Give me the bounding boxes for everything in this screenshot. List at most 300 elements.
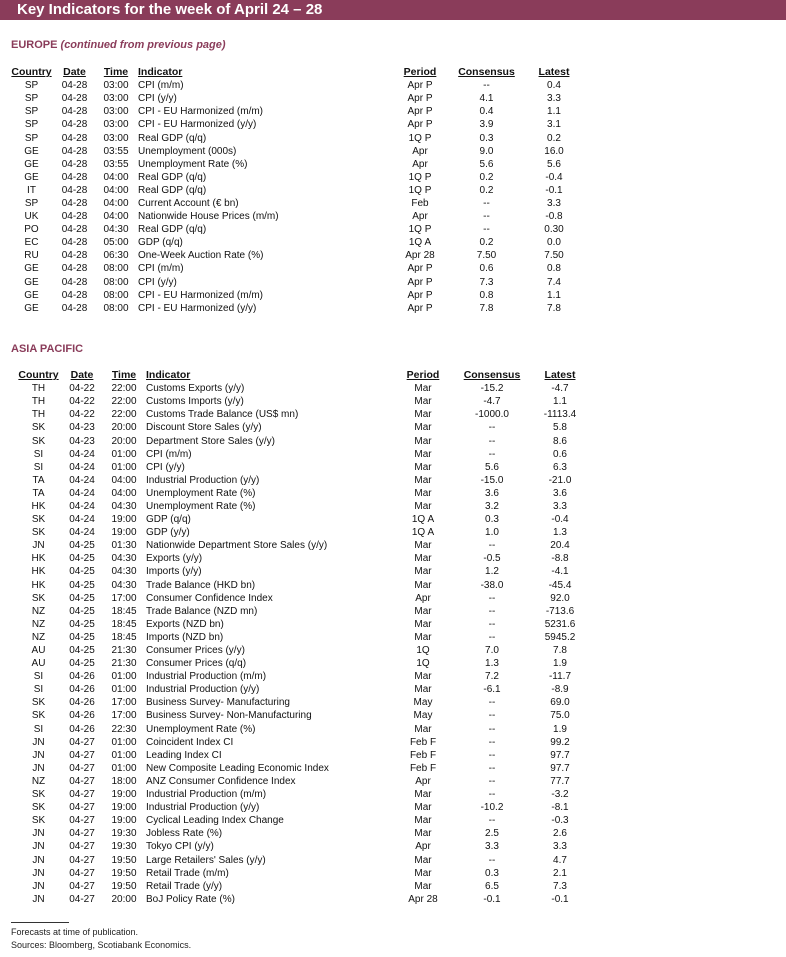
table-cell: 04-28 <box>61 145 88 157</box>
table-cell: 04:00 <box>103 184 129 196</box>
table-cell: -- <box>483 80 490 92</box>
table-row <box>10 105 585 118</box>
table-cell: TH <box>31 409 46 421</box>
table-row <box>17 736 592 749</box>
table-cell: GE <box>24 171 39 183</box>
table-cell: Apr P <box>407 106 433 118</box>
table-cell: HK <box>31 500 46 512</box>
table-cell: 08:00 <box>103 302 129 314</box>
table-cell: -1000.0 <box>475 409 509 421</box>
table-cell: 5945.2 <box>544 631 576 643</box>
table-cell: 3.6 <box>553 487 567 499</box>
table-cell: 5231.6 <box>544 618 576 630</box>
table-cell: 0.3 <box>485 867 499 879</box>
table-cell: SK <box>31 514 46 526</box>
table-cell: 17:00 <box>111 592 137 604</box>
table-cell: JN <box>32 762 45 774</box>
table-cell: JN <box>32 828 45 840</box>
table-cell: 1.1 <box>547 289 561 301</box>
table-cell: Department Store Sales (y/y) <box>146 435 275 447</box>
table-row <box>17 670 592 683</box>
table-row <box>10 276 585 289</box>
table-cell: 04-28 <box>61 197 88 209</box>
column-header: Time <box>111 369 137 382</box>
table-cell: CPI (y/y) <box>138 93 177 105</box>
column-header: Period <box>403 66 437 79</box>
table-cell: 01:00 <box>111 736 137 748</box>
table-cell: 99.2 <box>550 736 570 748</box>
table-row <box>10 236 585 249</box>
table-row <box>17 840 592 853</box>
table-cell: JN <box>32 540 45 552</box>
table-row <box>17 461 592 474</box>
table-cell: 0.4 <box>547 80 561 92</box>
table-cell: 7.8 <box>479 302 494 314</box>
table-cell: 3.1 <box>547 119 561 131</box>
table-row <box>17 762 592 775</box>
table-row <box>17 421 592 434</box>
table-cell: 03:00 <box>103 93 129 105</box>
table-row <box>10 197 585 210</box>
table-cell: May <box>413 697 433 709</box>
table-cell: SK <box>31 789 46 801</box>
europe-section-title <box>11 39 226 51</box>
table-cell: -- <box>488 723 496 735</box>
table-cell: 04-24 <box>69 514 95 526</box>
table-cell: -0.8 <box>545 211 563 223</box>
table-cell: 04:30 <box>111 579 137 591</box>
table-row <box>17 513 592 526</box>
table-cell: 04-22 <box>69 383 95 395</box>
table-cell: SP <box>24 132 39 144</box>
table-cell: 01:00 <box>111 684 137 696</box>
table-cell: GE <box>24 263 39 275</box>
table-cell: 04-27 <box>69 775 95 787</box>
table-cell: 01:00 <box>111 749 137 761</box>
table-cell: 04-24 <box>69 527 95 539</box>
column-header: Country <box>11 66 52 79</box>
table-row <box>17 867 592 880</box>
table-cell: 19:30 <box>111 828 137 840</box>
table-cell: 04-24 <box>69 500 95 512</box>
table-cell: Real GDP (q/q) <box>138 184 207 196</box>
europe-table-header <box>10 66 585 79</box>
table-cell: 3.2 <box>485 500 499 512</box>
table-cell: Apr P <box>407 119 433 131</box>
table-cell: SK <box>31 697 46 709</box>
table-cell: 0.30 <box>544 224 564 236</box>
table-cell: Apr 28 <box>408 893 438 905</box>
table-cell: Imports (y/y) <box>146 566 202 578</box>
table-cell: Industrial Production (y/y) <box>146 684 260 696</box>
table-cell: 04-25 <box>69 592 95 604</box>
table-cell: 1Q P <box>408 184 432 196</box>
table-cell: AU <box>31 658 46 670</box>
table-cell: -0.1 <box>551 893 569 905</box>
table-cell: 01:30 <box>111 540 137 552</box>
table-cell: Mar <box>414 579 432 591</box>
table-cell: 04-27 <box>69 893 95 905</box>
table-cell: One-Week Auction Rate (%) <box>138 250 264 262</box>
table-cell: JN <box>32 867 45 879</box>
table-cell: 04-27 <box>69 802 95 814</box>
table-cell: Imports (NZD bn) <box>146 631 224 643</box>
table-cell: 18:00 <box>111 775 137 787</box>
table-row <box>17 631 592 644</box>
table-cell: Industrial Production (y/y) <box>146 474 260 486</box>
asia-section-title <box>11 343 83 355</box>
table-cell: TH <box>31 383 46 395</box>
table-cell: 0.6 <box>479 263 494 275</box>
table-cell: -- <box>488 789 496 801</box>
table-cell: 20.4 <box>550 540 570 552</box>
table-cell: 18:45 <box>111 631 137 643</box>
header-banner <box>0 0 786 20</box>
table-cell: 04-27 <box>69 789 95 801</box>
table-row <box>17 592 592 605</box>
table-cell: 0.4 <box>479 106 494 118</box>
table-cell: PO <box>24 224 39 236</box>
table-cell: CPI - EU Harmonized (y/y) <box>138 119 257 131</box>
table-cell: NZ <box>31 775 46 787</box>
table-cell: SI <box>33 461 44 473</box>
table-cell: Current Account (€ bn) <box>138 197 239 209</box>
table-cell: 2.5 <box>485 828 499 840</box>
column-header: Consensus <box>463 369 521 382</box>
table-cell: Customs Trade Balance (US$ mn) <box>146 409 299 421</box>
table-row <box>17 749 592 762</box>
table-cell: Retail Trade (y/y) <box>146 880 223 892</box>
table-cell: -21.0 <box>548 474 572 486</box>
table-cell: 04-28 <box>61 302 88 314</box>
table-cell: -- <box>483 211 490 223</box>
table-cell: Mar <box>414 553 432 565</box>
table-cell: Mar <box>414 461 432 473</box>
table-cell: 04:30 <box>111 500 137 512</box>
table-cell: 04:00 <box>103 211 129 223</box>
table-cell: Apr P <box>407 93 433 105</box>
table-row <box>17 853 592 866</box>
table-cell: 18:45 <box>111 618 137 630</box>
europe-subtitle: (continued from previous page) <box>60 39 226 51</box>
table-cell: 3.3 <box>553 500 567 512</box>
table-cell: 04-28 <box>61 80 88 92</box>
table-cell: Feb F <box>409 749 437 761</box>
table-cell: CPI - EU Harmonized (m/m) <box>138 289 264 301</box>
table-cell: -3.2 <box>551 789 569 801</box>
table-cell: Mar <box>414 880 432 892</box>
table-row <box>10 158 585 171</box>
table-cell: 03:00 <box>103 106 129 118</box>
table-cell: SK <box>31 710 46 722</box>
asia-table <box>17 369 592 906</box>
table-cell: -15.2 <box>480 383 504 395</box>
table-cell: 19:30 <box>111 841 137 853</box>
table-cell: CPI (m/m) <box>138 80 184 92</box>
table-cell: -713.6 <box>545 605 575 617</box>
table-row <box>10 145 585 158</box>
table-cell: 04:30 <box>111 566 137 578</box>
table-cell: -8.9 <box>551 684 569 696</box>
table-cell: 7.8 <box>547 302 561 314</box>
table-cell: 7.0 <box>485 645 499 657</box>
table-cell: 08:00 <box>103 263 129 275</box>
table-cell: -- <box>488 815 496 827</box>
table-cell: Mar <box>414 618 432 630</box>
table-cell: 04:00 <box>103 171 129 183</box>
table-cell: Leading Index CI <box>146 749 222 761</box>
table-cell: Apr <box>412 158 428 170</box>
table-row <box>10 249 585 262</box>
table-cell: GE <box>24 289 39 301</box>
table-cell: 1.9 <box>553 723 567 735</box>
table-cell: -- <box>488 592 496 604</box>
table-cell: 1.1 <box>553 396 567 408</box>
table-cell: 04-27 <box>69 749 95 761</box>
table-cell: SP <box>24 80 39 92</box>
table-cell: 04-25 <box>69 540 95 552</box>
table-cell: Apr P <box>407 302 433 314</box>
table-cell: 03:00 <box>103 132 129 144</box>
table-cell: SK <box>31 435 46 447</box>
table-cell: 05:00 <box>103 237 129 249</box>
table-cell: 08:00 <box>103 276 129 288</box>
table-cell: 03:00 <box>103 119 129 131</box>
column-header: Consensus <box>458 66 515 79</box>
table-cell: 0.0 <box>547 237 561 249</box>
table-cell: Unemployment (000s) <box>138 145 237 157</box>
table-row <box>10 262 585 275</box>
table-cell: Exports (NZD bn) <box>146 618 224 630</box>
europe-table <box>10 66 585 315</box>
table-cell: GDP (y/y) <box>146 527 190 539</box>
table-cell: -0.5 <box>483 553 501 565</box>
column-header: Latest <box>544 369 576 382</box>
table-cell: 04-27 <box>69 854 95 866</box>
table-cell: 0.6 <box>553 448 567 460</box>
table-cell: NZ <box>31 618 46 630</box>
table-cell: IT <box>27 184 36 196</box>
table-cell: GE <box>24 145 39 157</box>
table-cell: BoJ Policy Rate (%) <box>146 893 235 905</box>
table-cell: 01:00 <box>111 448 137 460</box>
table-cell: HK <box>31 566 46 578</box>
table-cell: Industrial Production (m/m) <box>146 789 267 801</box>
table-cell: 04-25 <box>69 579 95 591</box>
table-cell: JN <box>32 893 45 905</box>
table-cell: Trade Balance (NZD mn) <box>146 605 258 617</box>
table-cell: 19:50 <box>111 854 137 866</box>
table-cell: May <box>413 710 433 722</box>
table-cell: Feb <box>411 197 429 209</box>
table-cell: 04-28 <box>61 224 88 236</box>
table-cell: Nationwide Department Store Sales (y/y) <box>146 540 328 552</box>
table-cell: SI <box>33 723 44 735</box>
table-cell: Mar <box>414 631 432 643</box>
table-cell: 04-27 <box>69 828 95 840</box>
table-cell: SI <box>33 448 44 460</box>
table-cell: -0.3 <box>551 815 569 827</box>
table-cell: CPI - EU Harmonized (m/m) <box>138 106 264 118</box>
table-cell: 04-28 <box>61 263 88 275</box>
table-cell: 04-27 <box>69 762 95 774</box>
table-cell: Real GDP (q/q) <box>138 224 207 236</box>
column-header: Time <box>103 66 129 79</box>
table-cell: Retail Trade (m/m) <box>146 867 229 879</box>
table-cell: 5.8 <box>553 422 567 434</box>
table-cell: 17:00 <box>111 697 137 709</box>
table-row <box>17 657 592 670</box>
table-cell: 2.1 <box>553 867 567 879</box>
table-cell: 04-25 <box>69 631 95 643</box>
table-cell: NZ <box>31 605 46 617</box>
table-cell: 1Q A <box>411 527 435 539</box>
table-cell: -- <box>488 762 496 774</box>
table-cell: 04-23 <box>69 435 95 447</box>
table-cell: Apr P <box>407 289 433 301</box>
table-cell: -- <box>483 224 490 236</box>
column-header: Country <box>18 369 59 382</box>
table-cell: CPI (y/y) <box>138 276 177 288</box>
table-cell: 04-28 <box>61 171 88 183</box>
table-row <box>10 92 585 105</box>
table-cell: 4.7 <box>553 854 567 866</box>
table-cell: 1Q A <box>411 514 435 526</box>
table-cell: Apr <box>412 211 428 223</box>
table-row <box>17 880 592 893</box>
table-row <box>17 827 592 840</box>
table-cell: Real GDP (q/q) <box>138 132 207 144</box>
table-cell: 04-28 <box>61 250 88 262</box>
table-cell: SK <box>31 527 46 539</box>
table-cell: 04:30 <box>103 224 129 236</box>
table-cell: SP <box>24 197 39 209</box>
table-cell: Mar <box>414 854 432 866</box>
table-cell: 16.0 <box>544 145 564 157</box>
table-cell: 69.0 <box>550 697 570 709</box>
table-cell: GE <box>24 158 39 170</box>
table-row <box>10 210 585 223</box>
table-cell: 04-28 <box>61 276 88 288</box>
table-cell: 21:30 <box>111 645 137 657</box>
table-row <box>17 434 592 447</box>
table-cell: Mar <box>414 815 432 827</box>
table-cell: Feb F <box>409 762 437 774</box>
asia-table-header <box>17 369 592 382</box>
table-cell: Apr <box>415 592 431 604</box>
table-cell: 3.3 <box>485 841 499 853</box>
table-cell: Mar <box>414 671 432 683</box>
table-cell: 1Q P <box>408 171 432 183</box>
column-header: Period <box>406 369 440 382</box>
table-row <box>17 539 592 552</box>
table-cell: -0.4 <box>551 514 569 526</box>
table-cell: 01:00 <box>111 671 137 683</box>
table-cell: SK <box>31 422 46 434</box>
table-cell: 04-27 <box>69 815 95 827</box>
column-header: Date <box>63 66 86 79</box>
table-cell: 04-25 <box>69 605 95 617</box>
table-cell: Consumer Confidence Index <box>146 592 273 604</box>
table-cell: 06:30 <box>103 250 129 262</box>
table-cell: 19:50 <box>111 867 137 879</box>
table-cell: Customs Imports (y/y) <box>146 396 244 408</box>
table-cell: Cyclical Leading Index Change <box>146 815 284 827</box>
table-cell: Mar <box>414 605 432 617</box>
table-cell: 4.1 <box>479 93 494 105</box>
table-cell: 0.3 <box>479 132 494 144</box>
table-cell: TA <box>32 474 45 486</box>
table-cell: Mar <box>414 448 432 460</box>
table-cell: 04-25 <box>69 618 95 630</box>
table-cell: Apr <box>415 841 431 853</box>
table-cell: 17:00 <box>111 710 137 722</box>
table-cell: -4.1 <box>551 566 569 578</box>
table-cell: 04-24 <box>69 461 95 473</box>
table-cell: 21:30 <box>111 658 137 670</box>
table-cell: 1.3 <box>485 658 499 670</box>
table-cell: Business Survey- Non-Manufacturing <box>146 710 312 722</box>
table-row <box>17 801 592 814</box>
table-cell: 22:00 <box>111 396 137 408</box>
table-cell: 04-24 <box>69 474 95 486</box>
table-cell: 0.3 <box>485 514 499 526</box>
table-cell: 9.0 <box>479 145 494 157</box>
table-cell: Apr <box>412 145 428 157</box>
table-cell: Apr P <box>407 80 433 92</box>
table-cell: 04-28 <box>61 237 88 249</box>
table-cell: 97.7 <box>550 762 570 774</box>
table-cell: 04-25 <box>69 645 95 657</box>
table-cell: 04-25 <box>69 658 95 670</box>
table-cell: Feb F <box>409 736 437 748</box>
table-cell: 04-26 <box>69 710 95 722</box>
table-cell: GE <box>24 302 39 314</box>
table-cell: 04:30 <box>111 553 137 565</box>
table-cell: 04-28 <box>61 106 88 118</box>
table-cell: 1Q P <box>408 224 432 236</box>
table-cell: Customs Exports (y/y) <box>146 383 245 395</box>
table-cell: 1.0 <box>485 527 499 539</box>
table-cell: ANZ Consumer Confidence Index <box>146 775 296 787</box>
table-cell: SK <box>31 815 46 827</box>
table-cell: 5.6 <box>547 158 561 170</box>
table-row <box>17 474 592 487</box>
table-cell: 0.8 <box>479 289 494 301</box>
table-cell: TH <box>31 396 46 408</box>
table-cell: -- <box>488 854 496 866</box>
table-cell: HK <box>31 553 46 565</box>
table-cell: Mar <box>414 487 432 499</box>
table-cell: 20:00 <box>111 422 137 434</box>
table-cell: Mar <box>414 540 432 552</box>
table-cell: NZ <box>31 631 46 643</box>
table-cell: 19:00 <box>111 789 137 801</box>
table-row <box>10 171 585 184</box>
table-cell: 1Q P <box>408 132 432 144</box>
table-cell: Mar <box>414 409 432 421</box>
table-row <box>17 644 592 657</box>
table-cell: 3.3 <box>547 197 561 209</box>
table-cell: CPI (y/y) <box>146 461 185 473</box>
table-cell: 03:55 <box>103 145 129 157</box>
table-cell: 04-28 <box>61 132 88 144</box>
table-cell: 22:00 <box>111 383 137 395</box>
table-row <box>17 788 592 801</box>
table-cell: 0.2 <box>479 171 494 183</box>
table-cell: -- <box>488 749 496 761</box>
table-cell: JN <box>32 736 45 748</box>
